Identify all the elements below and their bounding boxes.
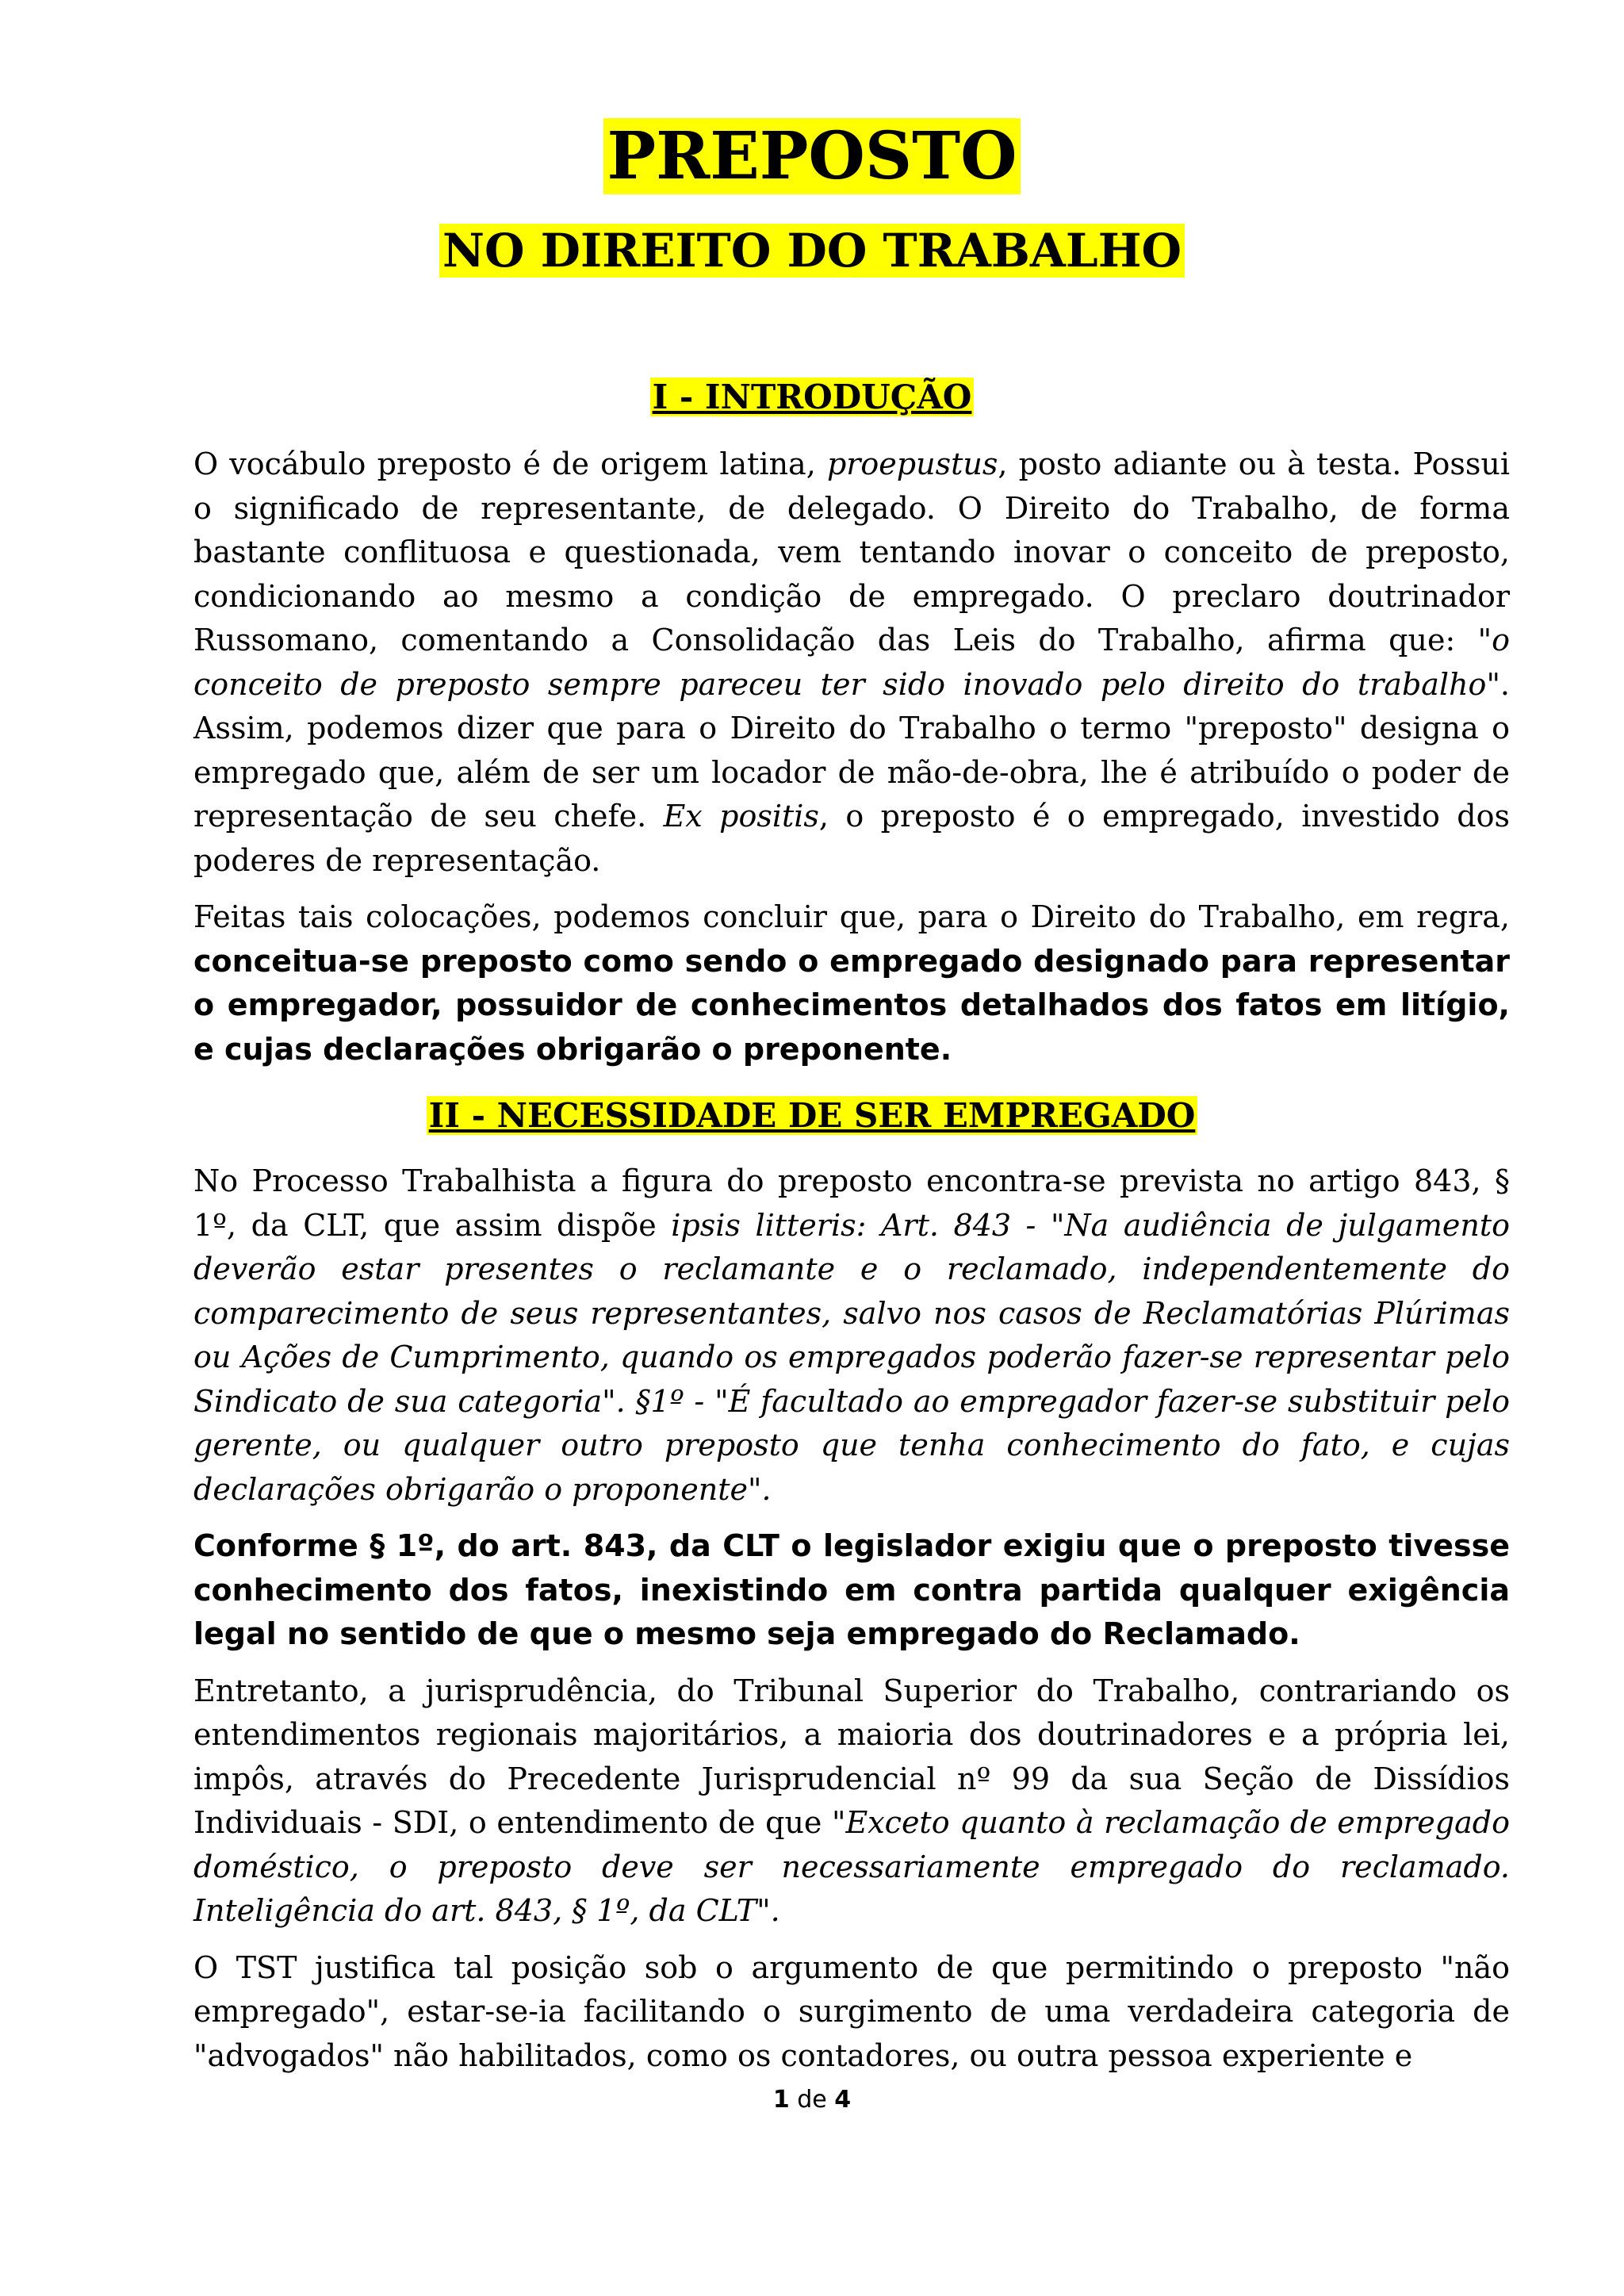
section-heading-introducao: I - INTRODUÇÃO	[0, 376, 1624, 420]
paragraph: O vocábulo preposto é de origem latina, proepustus, posto adiante ou à testa. Possui o significado de representante, de delegado. O Direito do Trabalho, de forma bastante conflituosa e questionada, vem tentando inovar o conceito de preposto, condicionando ao mesmo a condição de empregado. O preclaro doutrinador Russomano, comentando a Consolidação das Leis do Trabalho, afirma que: "o conceito de preposto sempre pareceu ter sido inovado pelo direito do trabalho". Assim, podemos dizer que para o Direito do Trabalho o termo "preposto" designa o empregado que, além de ser um locador de mão-de-obra, lhe é atribuído o poder de representação de seu chefe. Ex positis, o preposto é o empregado, investido dos poderes de representação.	[193, 447, 1511, 878]
page-subtitle: NO DIREITO DO TRABALHO	[0, 224, 1624, 279]
paragraph: Entretanto, a jurisprudência, do Tribunal Superior do Trabalho, contrariando os entendimentos regionais majoritários, a maioria dos doutrinadores e a própria lei, impôs, através do Precedente Jurisprudencial nº 99 da sua Seção de Dissídios Individuais - SDI, o entendimento de que "Exceto quanto à reclamação de empregado doméstico, o preposto deve ser necessariamente empregado do reclamado. Inteligência do art. 843, § 1º, da CLT".	[193, 1673, 1510, 1928]
section-body-introducao	[193, 443, 1510, 1071]
page-title: PREPOSTO	[0, 117, 1624, 195]
page-number: 1 de 4	[772, 2086, 852, 2114]
paragraph: No Processo Trabalhista a figura do preposto encontra-se prevista no artigo 843, § 1º, da CLT, que assim dispõe ipsis litteris: Art. 843 - "Na audiência de julgamento deverão estar presentes o reclamante e o reclamado, independentemente do comparecimento de seus representantes, salvo nos casos de Reclamatórias Plúrimas ou Ações de Cumprimento, quando os empregados poderão fazer-se representar pelo Sindicato de sua categoria". §1º - "É facultado ao empregador fazer-se substituir pelo gerente, ou qualquer outro preposto que tenha conhecimento do fato, e cujas declarações obrigarão o proponente".	[193, 1163, 1510, 1507]
paragraph: O TST justifica tal posição sob o argumento de que permitindo o preposto "não empregado", estar-se-ia facilitando o surgimento de uma verdadeira categoria de "advogados" não habilitados, como os contadores, ou outra pessoa experiente e	[193, 1949, 1510, 2073]
section-heading-necessidade: II - NECESSIDADE DE SER EMPREGADO	[0, 1094, 1624, 1138]
paragraph: Feitas tais colocações, podemos concluir que, para o Direito do Trabalho, em regra, conceitua-se preposto como sendo o empregado designado para representar o empregador, possuidor de conhecimentos detalhados dos fatos em litígio, e cujas declarações obrigarão o preponente.	[193, 899, 1510, 1067]
section-body-necessidade	[193, 1159, 1510, 2078]
paragraph-bold: Conforme § 1º, do art. 843, da CLT o legislador exigiu que o preposto tivesse conhecimento dos fatos, inexistindo em contra partida qualquer exigência legal no sentido de que o mesmo seja empregado do Reclamado.	[193, 1528, 1510, 1651]
